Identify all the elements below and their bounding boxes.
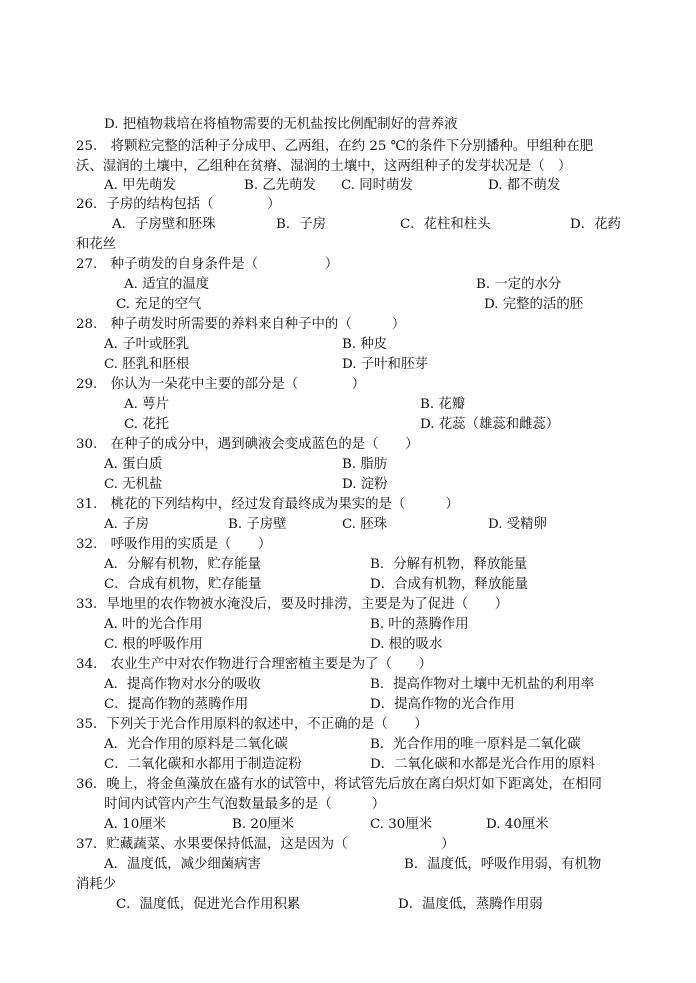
q28-stem: 28. 种子萌发时所需要的养料来自种子中的（ ） — [76, 317, 406, 332]
q28-option-c: C. 胚乳和胚根 — [104, 357, 190, 372]
q25-option-d: D. 都不萌发 — [488, 178, 561, 193]
q25-stem-line1: 25. 将颗粒完整的活种子分成甲、乙两组，在约 25 ℃的条件下分别播种。甲组种在肥 — [76, 139, 594, 154]
q36-option-d: D. 40厘米 — [486, 817, 549, 832]
q29-stem: 29. 你认为一朵花中主要的部分是（ ） — [76, 377, 366, 392]
q26-stem: 26．子房的结构包括（ ） — [76, 197, 281, 212]
q33-option-a: A. 叶的光合作用 — [104, 617, 203, 632]
q29-option-a: A. 萼片 — [124, 397, 169, 412]
q32-option-c: C．合成有机物，贮存能量 — [104, 577, 262, 592]
q31-stem: 31. 桃花的下列结构中，经过发育最终成为果实的是（ ） — [76, 497, 459, 512]
q34-option-d: D．提高作物的光合作用 — [370, 697, 515, 712]
q35-option-c: C．二氧化碳和水都用于制造淀粉 — [104, 757, 302, 772]
q35-option-b: B．光合作用的唯一原料是二氧化碳 — [370, 737, 581, 752]
q32-option-d: D．合成有机物，释放能量 — [370, 577, 529, 592]
q34-option-c: C．提高作物的蒸腾作用 — [104, 697, 249, 712]
q30-option-c: C. 无机盐 — [104, 477, 163, 492]
q28-option-d: D. 子叶和胚芽 — [342, 357, 428, 372]
q36-stem-line2: 时间内试管内产生气泡数量最多的是（ ） — [104, 797, 386, 812]
q37-option-a: A．温度低，减少细菌病害 — [104, 857, 261, 872]
q34-option-a: A．提高作物对水分的吸收 — [104, 677, 261, 692]
q25-option-b: B. 乙先萌发 — [244, 178, 316, 193]
q30-stem: 30. 在种子的成分中，遇到碘液会变成蓝色的是（ ） — [76, 437, 419, 452]
q37-option-b: B．温度低，呼吸作用弱，有机物 — [404, 857, 602, 872]
q25-stem-line2: 沃、湿润的土壤中，乙组种在贫瘠、湿润的土壤中，这两组种子的发芽状况是（ ） — [76, 159, 572, 174]
q27-option-a: A. 适宜的温度 — [124, 277, 210, 292]
q31-option-d: D. 受精卵 — [488, 517, 547, 532]
q25-option-a: A. 甲先萌发 — [104, 178, 176, 193]
q26-option-b: B．子房 — [276, 217, 327, 232]
q36-option-c: C. 30厘米 — [370, 817, 433, 832]
q32-option-b: B．分解有机物，释放能量 — [370, 557, 528, 572]
q37-option-c: C．温度低，促进光合作用积累 — [116, 897, 301, 912]
q35-option-d: D．二氧化碳和水都是光合作用的原料 — [370, 757, 595, 772]
q33-option-d: D. 根的吸水 — [370, 637, 443, 652]
q24-option-d: D. 把植物栽培在将植物需要的无机盐按比例配制好的营养液 — [104, 117, 458, 132]
q29-option-b: B. 花瓣 — [420, 397, 466, 412]
q27-stem: 27. 种子萌发的自身条件是（ ） — [76, 257, 339, 272]
q29-option-c: C. 花托 — [124, 417, 170, 432]
q31-option-c: C. 胚珠 — [342, 517, 388, 532]
q26-option-a: A．子房壁和胚珠 — [112, 217, 216, 232]
q36-option-b: B. 20厘米 — [232, 817, 295, 832]
q27-option-c: C. 充足的空气 — [116, 297, 202, 312]
q26-option-c: C．花柱和柱头 — [400, 217, 491, 232]
q34-option-b: B．提高作物对土壤中无机盐的利用率 — [370, 677, 595, 692]
q27-option-d: D. 完整的活的胚 — [484, 297, 584, 312]
q34-stem: 34. 农业生产中对农作物进行合理密植主要是为了（ ） — [76, 657, 433, 672]
q33-option-b: B. 叶的蒸腾作用 — [370, 617, 469, 632]
q30-option-b: B. 脂肪 — [342, 457, 388, 472]
q35-option-a: A．光合作用的原料是二氧化碳 — [104, 737, 288, 752]
q31-option-b: B. 子房壁 — [228, 517, 287, 532]
q35-stem: 35．下列关于光合作用原料的叙述中，不正确的是（ ） — [76, 717, 428, 732]
q31-option-a: A. 子房 — [104, 517, 149, 532]
q26-option-d: D．花药 — [570, 217, 621, 232]
q29-option-d: D. 花蕊（雄蕊和雌蕊） — [420, 417, 560, 432]
q30-option-a: A. 蛋白质 — [104, 457, 163, 472]
q26-option-d-continued: 和花丝 — [76, 237, 117, 252]
q28-option-b: B. 种皮 — [342, 337, 388, 352]
q27-option-b: B. 一定的水分 — [476, 277, 562, 292]
q37-stem: 37．贮藏蔬菜、水果要保持低温，这是因为（ ） — [76, 837, 455, 852]
q33-option-c: C. 根的呼吸作用 — [104, 637, 203, 652]
q30-option-d: D. 淀粉 — [342, 477, 388, 492]
q25-option-c: C. 同时萌发 — [341, 178, 413, 193]
q36-option-a: A. 10厘米 — [104, 817, 167, 832]
q32-option-a: A．分解有机物，贮存能量 — [104, 557, 261, 572]
q32-stem: 32. 呼吸作用的实质是（ ） — [76, 537, 272, 552]
q28-option-a: A. 子叶或胚乳 — [104, 337, 190, 352]
q36-stem-line1: 36．晚上，将金鱼藻放在盛有水的试管中，将试管先后放在离白炽灯如下距离处，在相同 — [76, 777, 602, 792]
q37-option-d: D．温度低，蒸腾作用弱 — [398, 897, 543, 912]
q33-stem: 33．旱地里的农作物被水淹没后，要及时排涝，主要是为了促进（ ） — [76, 597, 509, 612]
q37-option-b-continued: 消耗少 — [76, 877, 117, 892]
